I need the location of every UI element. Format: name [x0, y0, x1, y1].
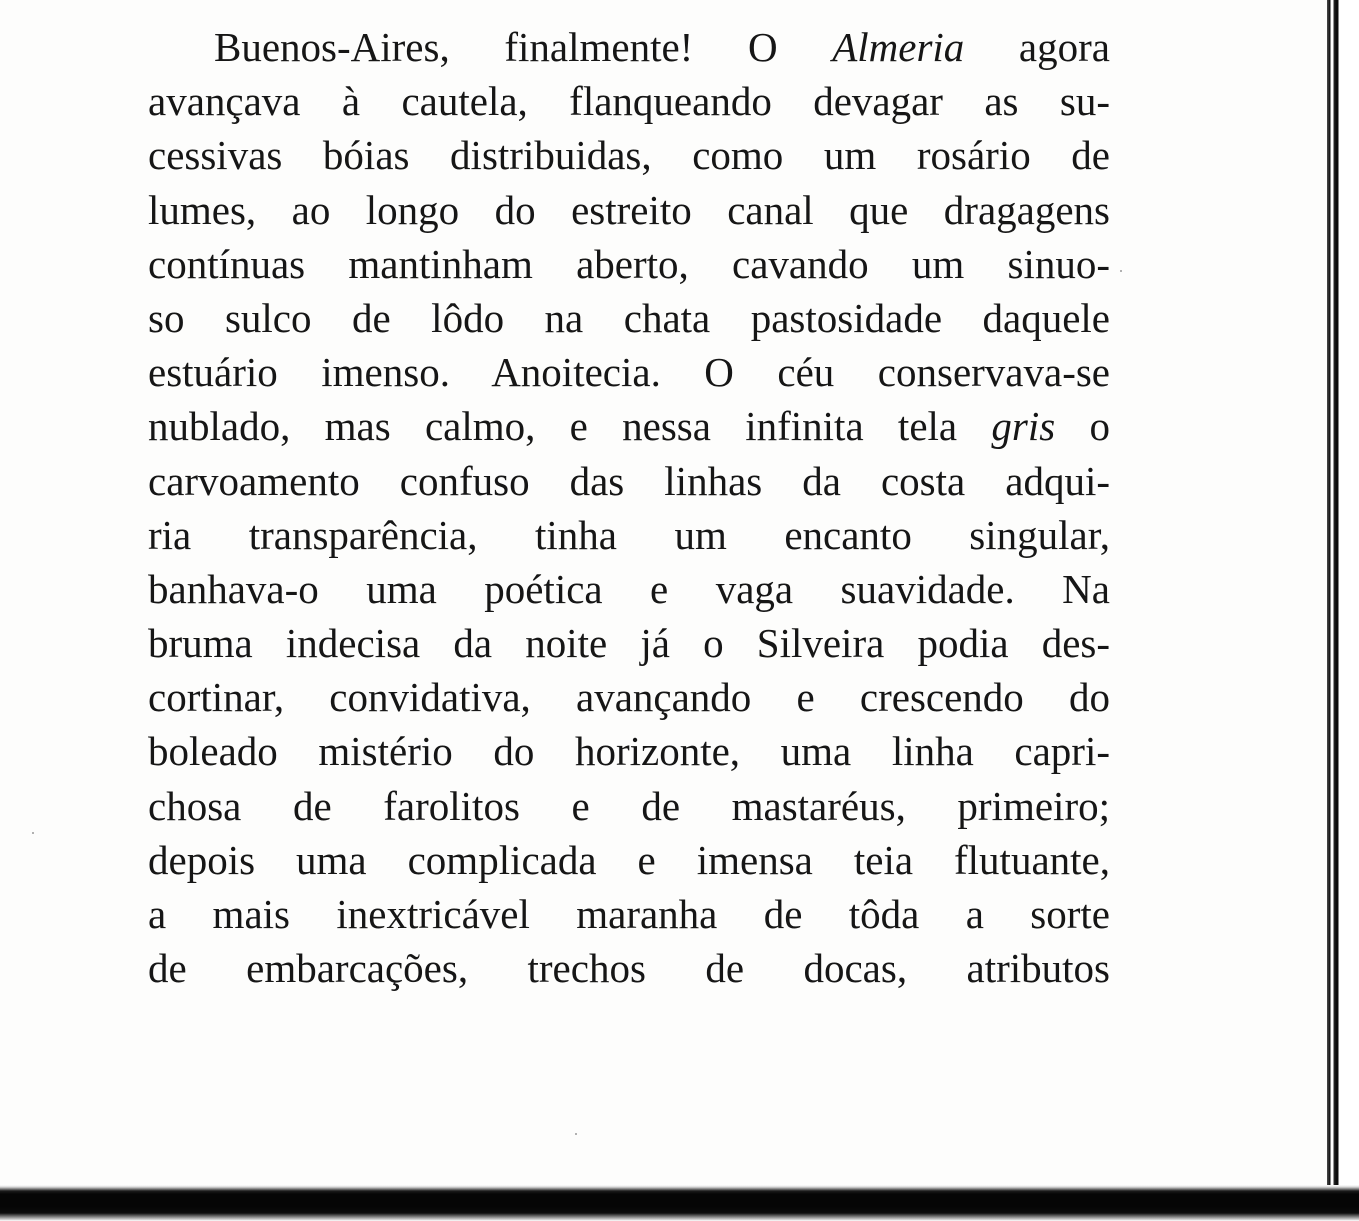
text-line-16: depois uma complicada e imensa teia flutuante, [148, 836, 1110, 883]
page-bottom-edge-shadow [0, 1185, 1359, 1221]
text-line-11: banhava-o uma poética e vaga suavidade. Na [148, 565, 1110, 612]
scan-speck [32, 832, 34, 834]
page-right-edge-shadow [1327, 0, 1359, 1221]
text-line-15: chosa de farolitos e de mastaréus, primeiro; [148, 782, 1110, 829]
text-line-12: bruma indecisa da noite já o Silveira podia des- [148, 620, 1110, 667]
scan-speck [1120, 270, 1122, 272]
text-line-17: a mais inextricável maranha de tôda a sorte [148, 891, 1110, 937]
text-line-1: Buenos-Aires, finalmente! O Almeria agora [214, 24, 1110, 70]
italic-word-gris: gris [991, 403, 1056, 450]
text-line-13: cortinar, convidativa, avançando e crescendo do [148, 674, 1110, 721]
paragraph [148, 20, 1110, 995]
italic-word-almeria: Almeria [832, 24, 965, 70]
text-line-7: estuário imenso. Anoitecia. O céu conservava-se [148, 349, 1110, 396]
text-line-8: nublado, mas calmo, e nessa infinita tela gris o [148, 403, 1111, 450]
text-line-4: lumes, ao longo do estreito canal que dragagens [148, 186, 1110, 233]
text-line-6: so sulco de lôdo na chata pastosidade daquele [148, 294, 1110, 341]
text-line-2: avançava à cautela, flanqueando devagar as su- [148, 78, 1110, 125]
scan-speck [575, 1133, 577, 1135]
text-line-10: ria transparência, tinha um encanto singular, [148, 511, 1110, 558]
text-line-5: contínuas mantinham aberto, cavando um sinuo- [148, 240, 1110, 287]
text-line-14: boleado mistério do horizonte, uma linha capri- [148, 728, 1110, 775]
text-line-18: de embarcações, trechos de docas, atributos [148, 945, 1110, 992]
text-line-3: cessivas bóias distribuidas, como um rosário de [148, 132, 1110, 179]
text-line-9: carvoamento confuso das linhas da costa adqui- [148, 457, 1110, 504]
